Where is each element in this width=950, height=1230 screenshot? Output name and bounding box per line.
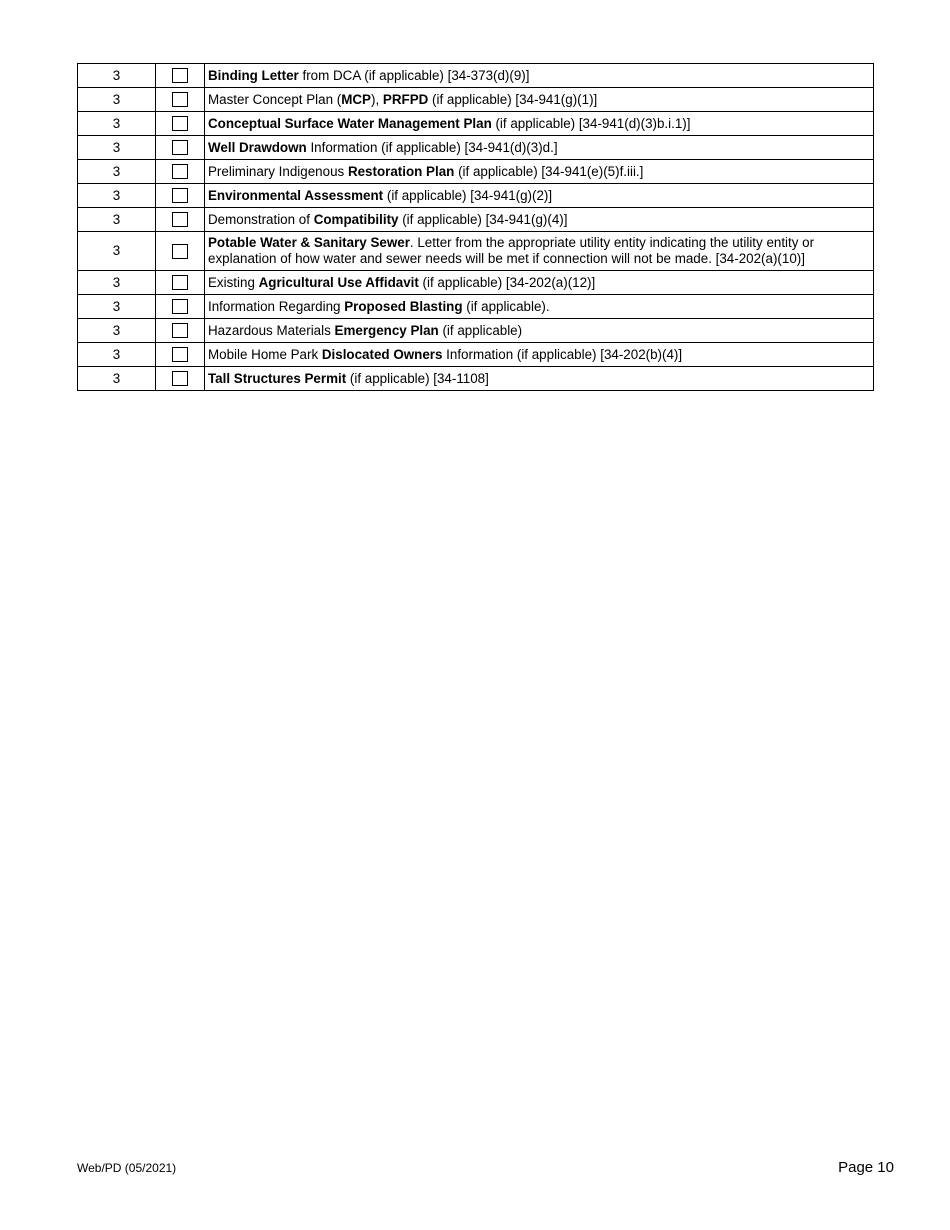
- checklist-row: [78, 184, 874, 208]
- checklist-item-description: [205, 343, 874, 367]
- checklist-checkbox[interactable]: [172, 299, 188, 314]
- checklist-checkbox[interactable]: [172, 68, 188, 83]
- checkbox-cell: [156, 136, 205, 160]
- checklist-body: [78, 64, 874, 391]
- item-text: Information Regarding: [208, 298, 345, 314]
- checklist-checkbox[interactable]: [172, 347, 188, 362]
- checkbox-cell: [156, 112, 205, 136]
- item-emphasis-text: Binding Letter: [208, 67, 299, 83]
- item-text: from DCA (if applicable) [34-373(d)(9)]: [298, 67, 530, 83]
- checklist-checkbox[interactable]: [172, 244, 188, 259]
- checklist-item-description: [205, 112, 874, 136]
- item-text: Information (if applicable) [34-202(b)(4)]: [442, 346, 683, 362]
- checkbox-cell: [156, 160, 205, 184]
- checklist-item-description: [205, 367, 874, 391]
- item-emphasis-text: Conceptual Surface Water Management Plan: [208, 115, 492, 131]
- item-emphasis-text: MCP: [341, 91, 371, 107]
- item-text: (if applicable) [34-941(g)(2)]: [383, 187, 553, 203]
- checklist-checkbox[interactable]: [172, 323, 188, 338]
- copies-count: 3: [78, 184, 156, 208]
- checklist-item-description: [205, 88, 874, 112]
- copies-count: 3: [78, 136, 156, 160]
- item-text: (if applicable) [34-941(e)(5)f.iii.]: [454, 163, 644, 179]
- copies-count: 3: [78, 88, 156, 112]
- item-text: (if applicable) [34-941(g)(1)]: [428, 91, 598, 107]
- checklist-checkbox[interactable]: [172, 116, 188, 131]
- checklist-checkbox[interactable]: [172, 92, 188, 107]
- item-emphasis-text: Agricultural Use Affidavit: [258, 274, 419, 290]
- checklist-checkbox[interactable]: [172, 371, 188, 386]
- item-text: Hazardous Materials: [208, 322, 335, 338]
- item-text: . Letter from the appropriate utility entity indicating the utility entity or explanation of how water and sewer needs will be met if connection will not be made. [34-202(a)(10)]: [208, 235, 815, 266]
- checkbox-cell: [156, 319, 205, 343]
- checklist-checkbox[interactable]: [172, 188, 188, 203]
- item-text: (if applicable): [438, 322, 523, 338]
- checklist-checkbox[interactable]: [172, 275, 188, 290]
- checklist-row: [78, 319, 874, 343]
- checkbox-cell: [156, 232, 205, 271]
- checklist-row: [78, 232, 874, 271]
- item-text: (if applicable) [34-1108]: [346, 370, 489, 386]
- checklist-checkbox[interactable]: [172, 164, 188, 179]
- checklist-item-description: [205, 295, 874, 319]
- checklist-row: [78, 88, 874, 112]
- checklist-item-description: [205, 208, 874, 232]
- copies-count: 3: [78, 232, 156, 271]
- checkbox-cell: [156, 64, 205, 88]
- copies-count: 3: [78, 343, 156, 367]
- item-text: Existing: [208, 274, 259, 290]
- checklist-item-description: [205, 319, 874, 343]
- item-text: (if applicable) [34-941(g)(4)]: [398, 211, 568, 227]
- item-emphasis-text: Dislocated Owners: [321, 346, 443, 362]
- checklist-row: [78, 343, 874, 367]
- item-emphasis-text: Tall Structures Permit: [208, 370, 347, 386]
- item-text: Preliminary Indigenous: [208, 163, 348, 179]
- checklist-row: [78, 271, 874, 295]
- item-text: Demonstration of: [208, 211, 314, 227]
- item-emphasis-text: Proposed Blasting: [344, 298, 463, 314]
- item-emphasis-text: Well Drawdown: [208, 139, 307, 155]
- item-emphasis-text: Emergency Plan: [334, 322, 439, 338]
- checkbox-cell: [156, 208, 205, 232]
- item-emphasis-text: PRFPD: [382, 91, 429, 107]
- checklist-row: [78, 136, 874, 160]
- checklist-checkbox[interactable]: [172, 140, 188, 155]
- item-emphasis-text: Environmental Assessment: [208, 187, 384, 203]
- checkbox-cell: [156, 295, 205, 319]
- checklist-checkbox[interactable]: [172, 212, 188, 227]
- copies-count: 3: [78, 64, 156, 88]
- revision-label: Web/PD (05/2021): [77, 1161, 177, 1175]
- checklist-item-description: [205, 136, 874, 160]
- item-text: Information (if applicable) [34-941(d)(3)d.]: [306, 139, 558, 155]
- checklist-row: [78, 64, 874, 88]
- checkbox-cell: [156, 88, 205, 112]
- checklist-row: [78, 112, 874, 136]
- checkbox-cell: [156, 271, 205, 295]
- item-text: (if applicable) [34-202(a)(12)]: [418, 274, 596, 290]
- checklist-item-description: [205, 232, 874, 271]
- item-text: Mobile Home Park: [208, 346, 322, 362]
- item-emphasis-text: Compatibility: [313, 211, 399, 227]
- copies-count: 3: [78, 367, 156, 391]
- item-text: (if applicable) [34-941(d)(3)b.i.1)]: [491, 115, 691, 131]
- copies-count: 3: [78, 271, 156, 295]
- checklist-row: [78, 160, 874, 184]
- submittal-checklist-table: [77, 63, 874, 391]
- checklist-item-description: [205, 64, 874, 88]
- copies-count: 3: [78, 208, 156, 232]
- checklist-row: [78, 208, 874, 232]
- checkbox-cell: [156, 343, 205, 367]
- checklist-row: [78, 295, 874, 319]
- page-number: Page 10: [838, 1159, 894, 1176]
- checklist-item-description: [205, 160, 874, 184]
- checkbox-cell: [156, 184, 205, 208]
- item-text: Master Concept Plan (: [208, 91, 342, 107]
- item-emphasis-text: Restoration Plan: [347, 163, 455, 179]
- item-text: (if applicable).: [462, 298, 550, 314]
- checklist-item-description: [205, 184, 874, 208]
- copies-count: 3: [78, 112, 156, 136]
- copies-count: 3: [78, 295, 156, 319]
- checklist-item-description: [205, 271, 874, 295]
- item-emphasis-text: Potable Water & Sanitary Sewer: [208, 235, 410, 250]
- checkbox-cell: [156, 367, 205, 391]
- copies-count: 3: [78, 319, 156, 343]
- checklist-row: [78, 367, 874, 391]
- item-text: ),: [371, 91, 383, 107]
- copies-count: 3: [78, 160, 156, 184]
